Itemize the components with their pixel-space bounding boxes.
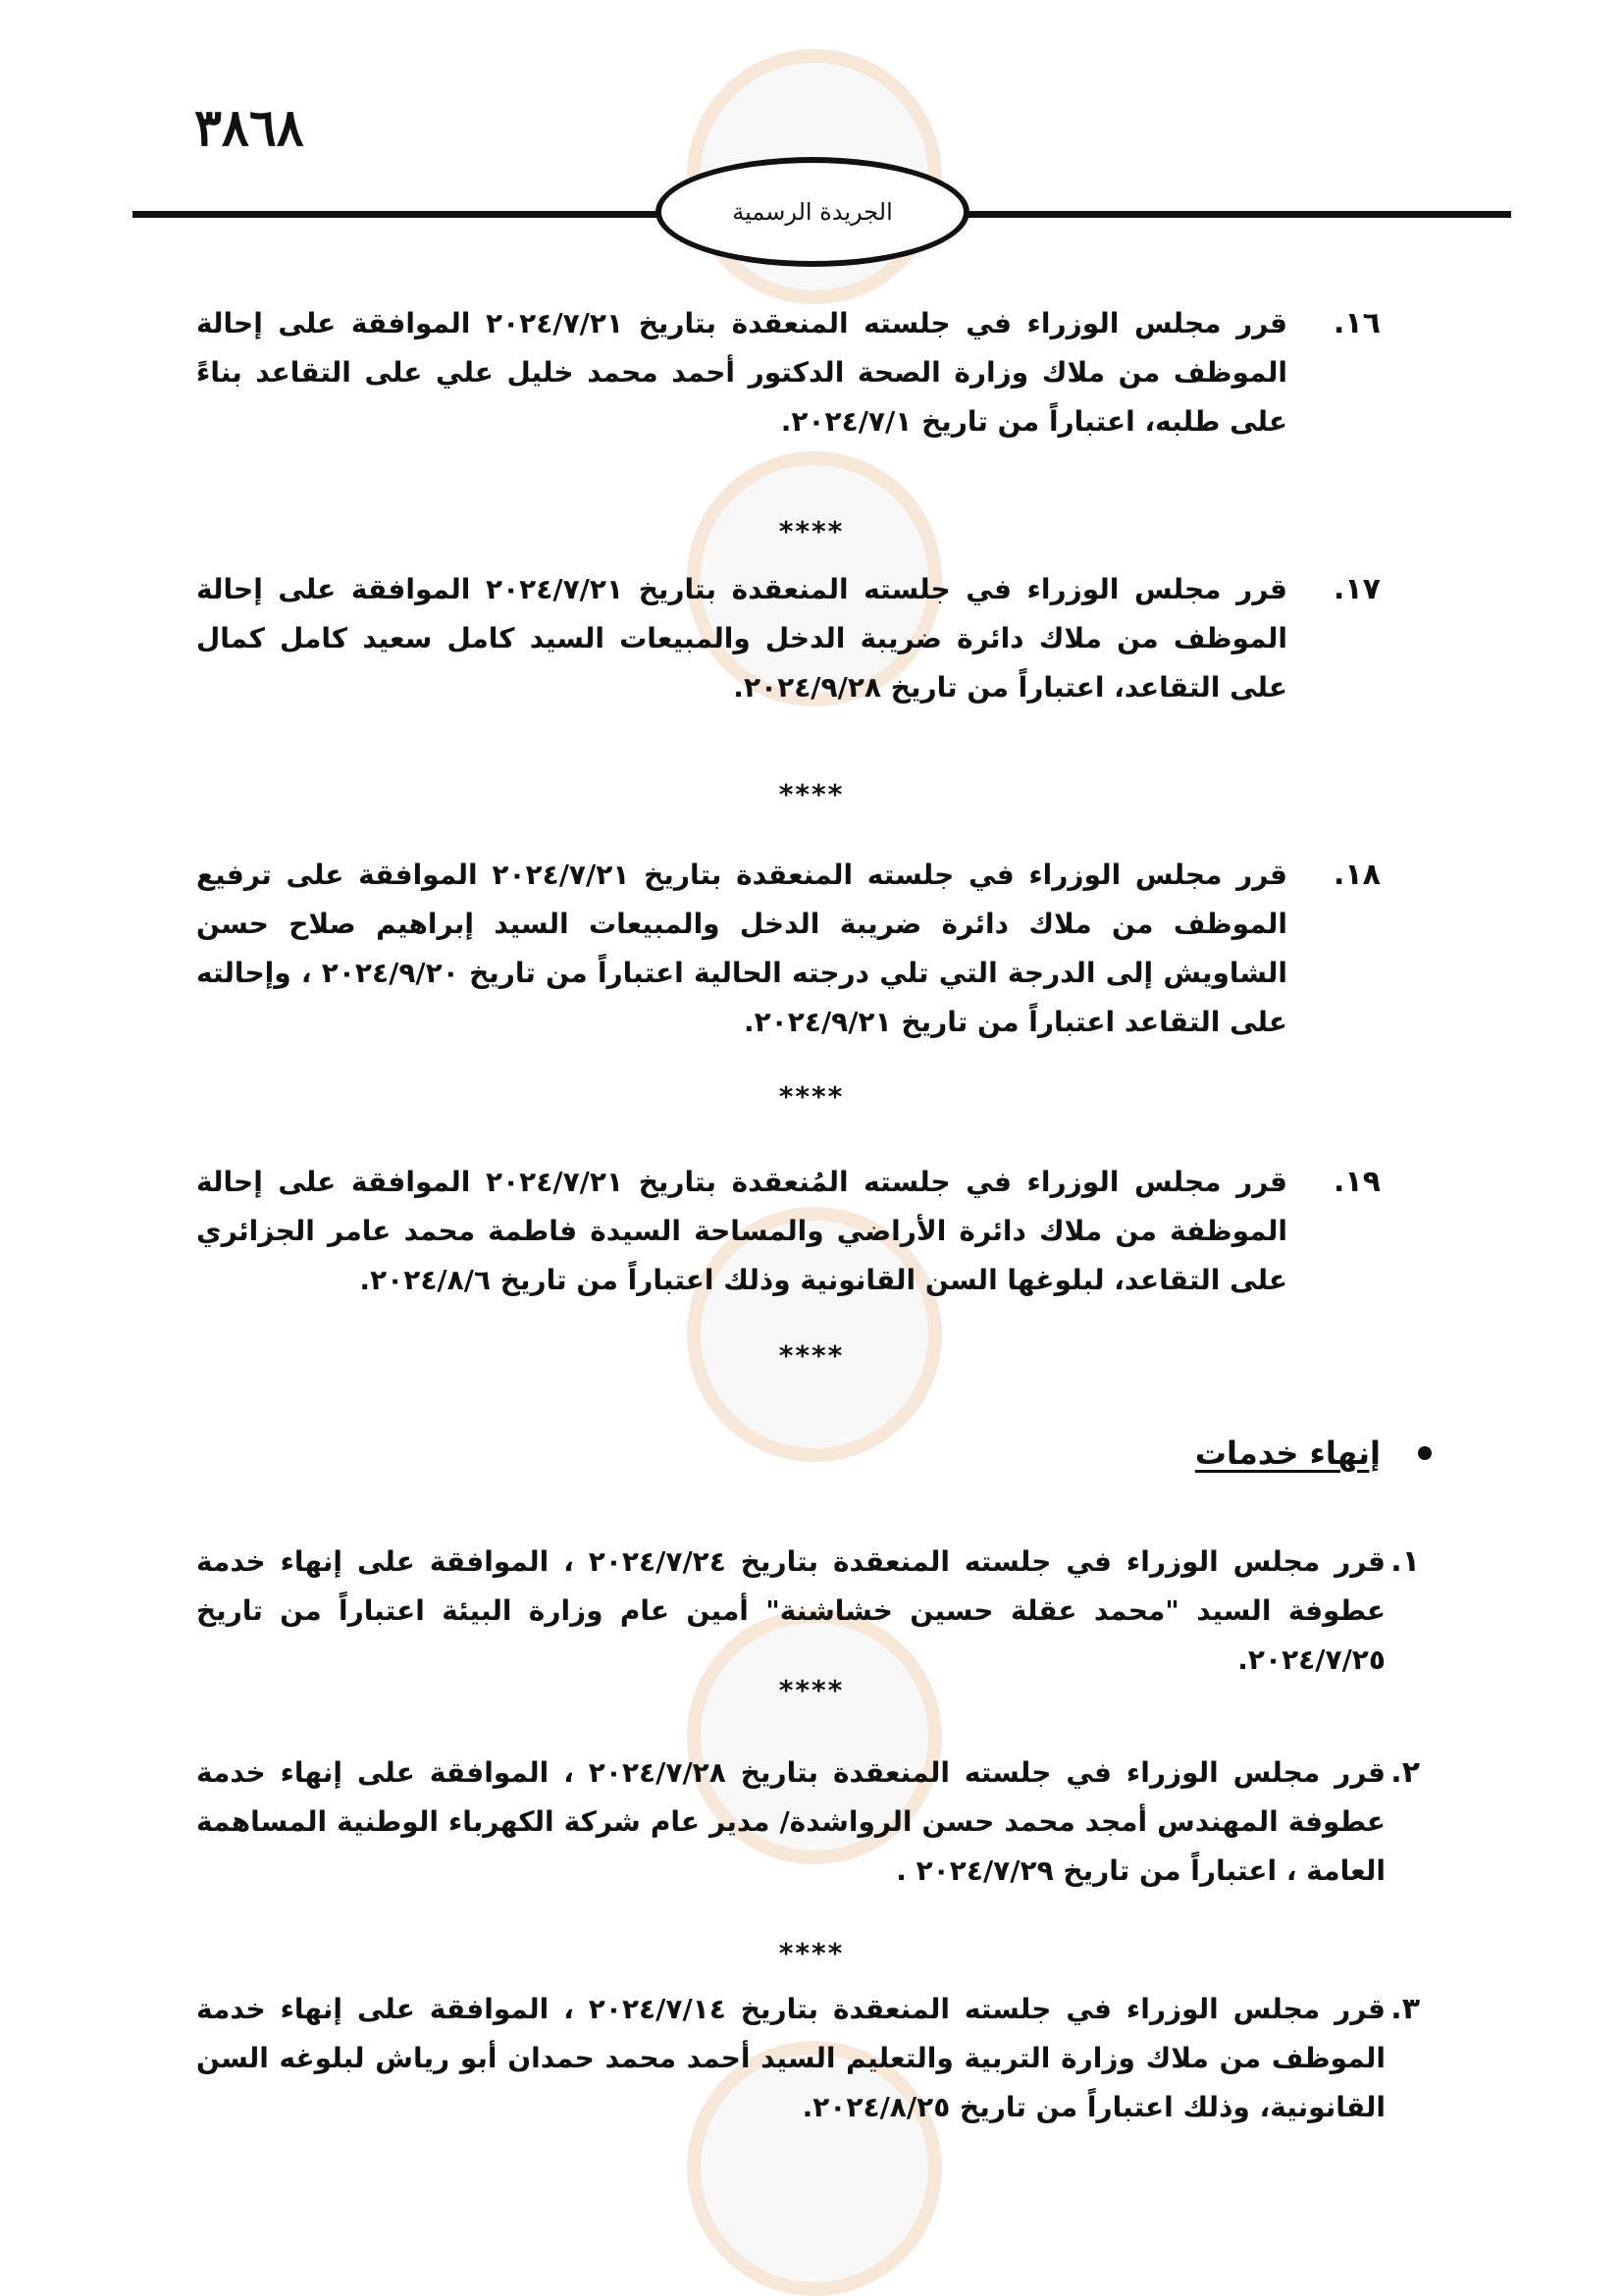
retirement-item-17 <box>196 565 1381 712</box>
separator: **** <box>778 778 845 810</box>
item-number: ١٧. <box>1333 572 1381 606</box>
retirement-item-19 <box>196 1158 1381 1305</box>
gazette-title-oval <box>655 157 969 267</box>
termination-item-2 <box>196 1748 1420 1896</box>
termination-item-1 <box>196 1538 1420 1685</box>
item-number: ١. <box>1390 1544 1420 1579</box>
separator: **** <box>778 515 845 548</box>
section-heading <box>1195 1435 1432 1472</box>
section-title: إنهاء خدمات <box>1194 1435 1381 1472</box>
item-number: ١٨. <box>1333 858 1381 892</box>
item-number: ١٩. <box>1333 1165 1381 1199</box>
item-text: قرر مجلس الوزراء في جلسته المُنعقدة بتاريخ ٢٠٢٤/٧/٢١ الموافقة على إحالة الموظفة من ملاك دائرة الأراضي والمساحة السيدة فاطمة محمد عامر الجزائري على التقاعد، لبلوغها السن القانونية وذلك اعتباراً من تاريخ ٢٠٢٤/٨/٦. <box>196 1166 1287 1296</box>
page-number: ٣٨٦٨ <box>194 98 304 158</box>
item-number: ١٦. <box>1333 306 1381 340</box>
item-text: قرر مجلس الوزراء في جلسته المنعقدة بتاريخ ٢٠٢٤/٧/٢١ الموافقة على إحالة الموظف من ملاك وزارة الصحة الدكتور أحمد محمد خليل علي على التقاعد بناءً على طلبه، اعتباراً من تاريخ ٢٠٢٤/٧/١. <box>196 307 1287 438</box>
termination-item-3 <box>196 1985 1420 2132</box>
item-text: قرر مجلس الوزراء في جلسته المنعقدة بتاريخ ٢٠٢٤/٧/٢٨ ، الموافقة على إنهاء خدمة عطوفة المهندس أمجد محمد حسن الرواشدة/ مدير عام شركة الكهرباء الوطنية المساهمة العامة ، اعتباراً من تاريخ ٢٠٢٤/٧/٢٩ . <box>196 1756 1386 1887</box>
retirement-item-16 <box>196 299 1381 446</box>
item-text: قرر مجلس الوزراء في جلسته المنعقدة بتاريخ ٢٠٢٤/٧/٢١ الموافقة على ترفيع الموظف من ملاك دائرة ضريبة الدخل والمبيعات السيد إبراهيم صلاح حسن الشاويش إلى الدرجة التي تلي درجته الحالية اعتباراً من تاريخ ٢٠٢٤/٩/٢٠ ، وإحالته على التقاعد اعتباراً من تاريخ ٢٠٢٤/٩/٢١. <box>196 859 1287 1038</box>
retirement-item-18 <box>196 851 1381 1047</box>
separator: **** <box>778 1674 845 1706</box>
item-text: قرر مجلس الوزراء في جلسته المنعقدة بتاريخ ٢٠٢٤/٧/٢١ الموافقة على إحالة الموظف من ملاك دائرة ضريبة الدخل والمبيعات السيد كامل سعيد كامل كمال على التقاعد، اعتباراً من تاريخ ٢٠٢٤/٩/٢٨. <box>196 573 1287 704</box>
item-text: قرر مجلس الوزراء في جلسته المنعقدة بتاريخ ٢٠٢٤/٧/٢٤ ، الموافقة على إنهاء خدمة عطوفة السيد "محمد عقلة حسين خشاشنة" أمين عام وزارة البيئة اعتباراً من تاريخ ٢٠٢٤/٧/٢٥. <box>196 1545 1386 1676</box>
bullet-icon <box>1418 1446 1432 1460</box>
separator: **** <box>778 1339 845 1372</box>
gazette-title: الجريدة الرسمية <box>732 198 893 226</box>
item-number: ٢. <box>1390 1755 1420 1790</box>
item-text: قرر مجلس الوزراء في جلسته المنعقدة بتاريخ ٢٠٢٤/٧/١٤ ، الموافقة على إنهاء خدمة الموظف من ملاك وزارة التربية والتعليم السيد أحمد محمد حمدان أبو رياش لبلوغه السن القانونية، وذلك اعتباراً من تاريخ ٢٠٢٤/٨/٢٥. <box>196 1993 1386 2123</box>
separator: **** <box>778 1937 845 1969</box>
item-number: ٣. <box>1390 1992 1420 2026</box>
separator: **** <box>778 1080 845 1113</box>
